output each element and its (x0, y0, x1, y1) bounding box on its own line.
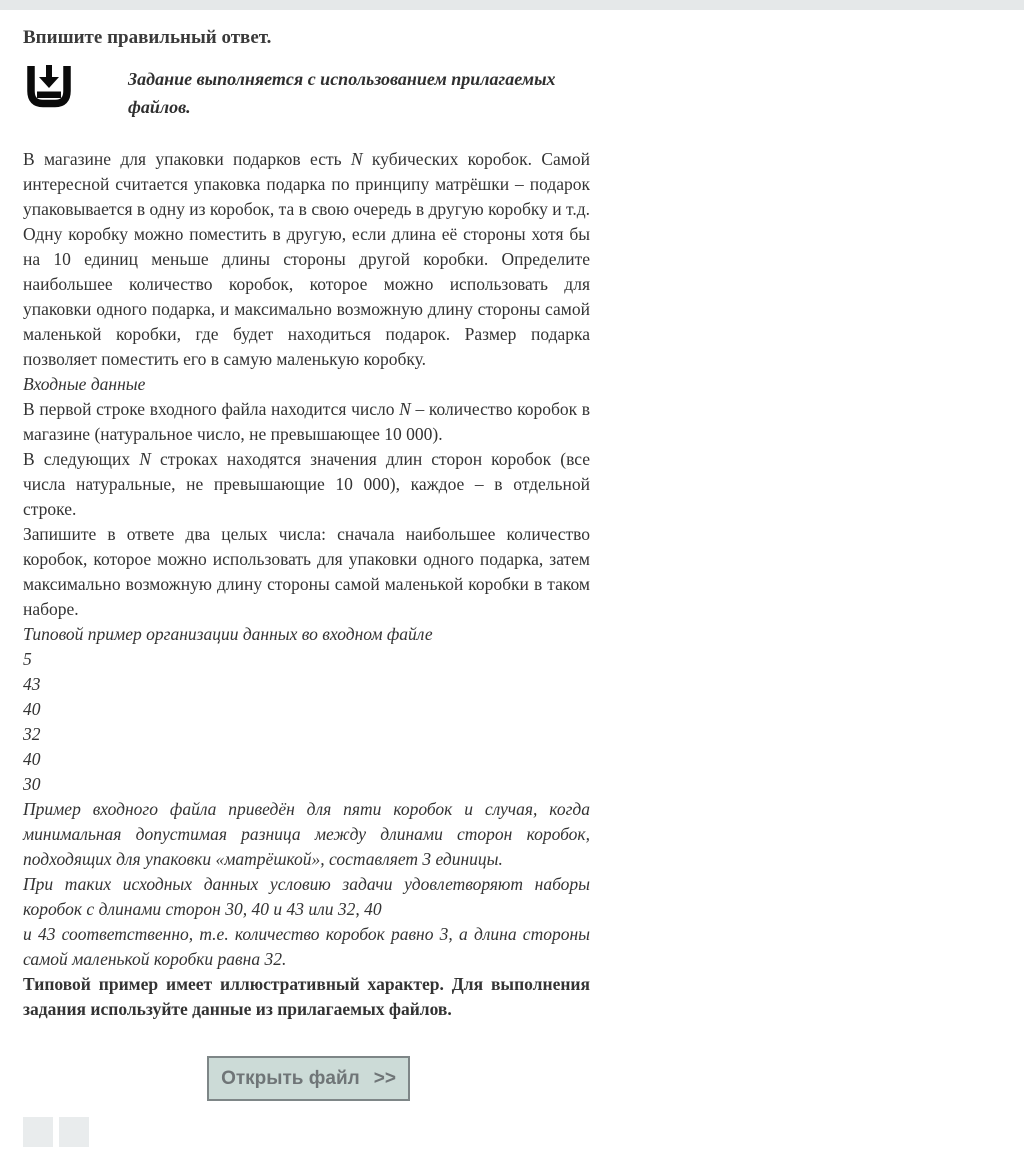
input-data-line2: В следующих N строках находятся значения длин сторон коробок (все числа натуральные, не превышающие 10 000), каждое – в отдельной строке. (23, 449, 591, 519)
attachment-banner (23, 65, 590, 121)
example-value-line: 43 (23, 674, 41, 694)
attachment-note: Задание выполняется с использованием прилагаемых файлов. (128, 69, 556, 117)
page-title: Впишите правильный ответ. (23, 27, 272, 48)
example-explanation-2: При таких исходных данных условию задачи удовлетворяют наборы коробок с длинами сторон 30, 40 и 43 или 32, 40 (23, 874, 590, 919)
input-data-header: Входные данные (23, 374, 146, 394)
download-icon (23, 65, 75, 112)
example-value-line: 30 (23, 774, 41, 794)
open-file-button[interactable] (207, 1056, 410, 1101)
example-explanation-1: Пример входного файла приведён для пяти коробок и случая, когда минимальная допустимая разница между длинами сторон коробок, подходящих для упаковки «матрёшкой», составляет 3 единицы. (23, 799, 590, 869)
input-data-line1: В первой строке входного файла находится число N – количество коробок в магазине (натуральное число, не превышающее 10 000). (23, 399, 590, 444)
example-input-values (23, 647, 590, 797)
variable-n: N (350, 149, 363, 169)
example-value-line: 32 (23, 724, 41, 744)
open-file-button-label: Открыть файл (221, 1067, 360, 1089)
variable-n: N (399, 399, 411, 419)
example-value-line: 40 (23, 749, 41, 769)
top-divider-bar (0, 0, 1024, 10)
problem-statement (23, 147, 590, 1022)
example-value-line: 5 (23, 649, 32, 669)
double-chevron-right-icon: >> (373, 1067, 396, 1089)
nav-placeholder-square-1[interactable] (23, 1117, 53, 1147)
problem-intro: В магазине для упаковки подарков есть N кубических коробок. Самой интересной считается упаковка подарка по принципу матрёшки – подарок упаковывается в одну из коробок, та в свою очередь в другую коробку и т.д. Одну коробку можно поместить в другую, если длина её стороны хотя бы на 10 единиц меньше длины стороны другой коробки. Определите наибольшее количество коробок, которое можно использовать для упаковки одного подарка, и максимально возможную длину стороны самой маленькой коробки, где будет находиться подарок. Размер подарка позволяет поместить его в самую маленькую коробку. (23, 149, 590, 369)
nav-placeholder-square-2[interactable] (59, 1117, 89, 1147)
illustrative-note: Типовой пример имеет иллюстративный характер. Для выполнения задания используйте данные из прилагаемых файлов. (23, 974, 590, 1019)
bottom-placeholder-row (23, 1117, 590, 1147)
example-header: Типовой пример организации данных во входном файле (23, 624, 433, 644)
answer-instruction: Запишите в ответе два целых числа: сначала наибольшее количество коробок, которое можно использовать для упаковки одного подарка, затем максимально возможную длину стороны самой маленькой коробки в таком наборе. (23, 524, 590, 619)
variable-n: N (139, 449, 151, 469)
example-explanation-3: и 43 соответственно, т.е. количество коробок равно 3, а длина стороны самой маленькой коробки равна 32. (23, 924, 590, 969)
task-content (0, 27, 590, 1147)
example-value-line: 40 (23, 699, 41, 719)
